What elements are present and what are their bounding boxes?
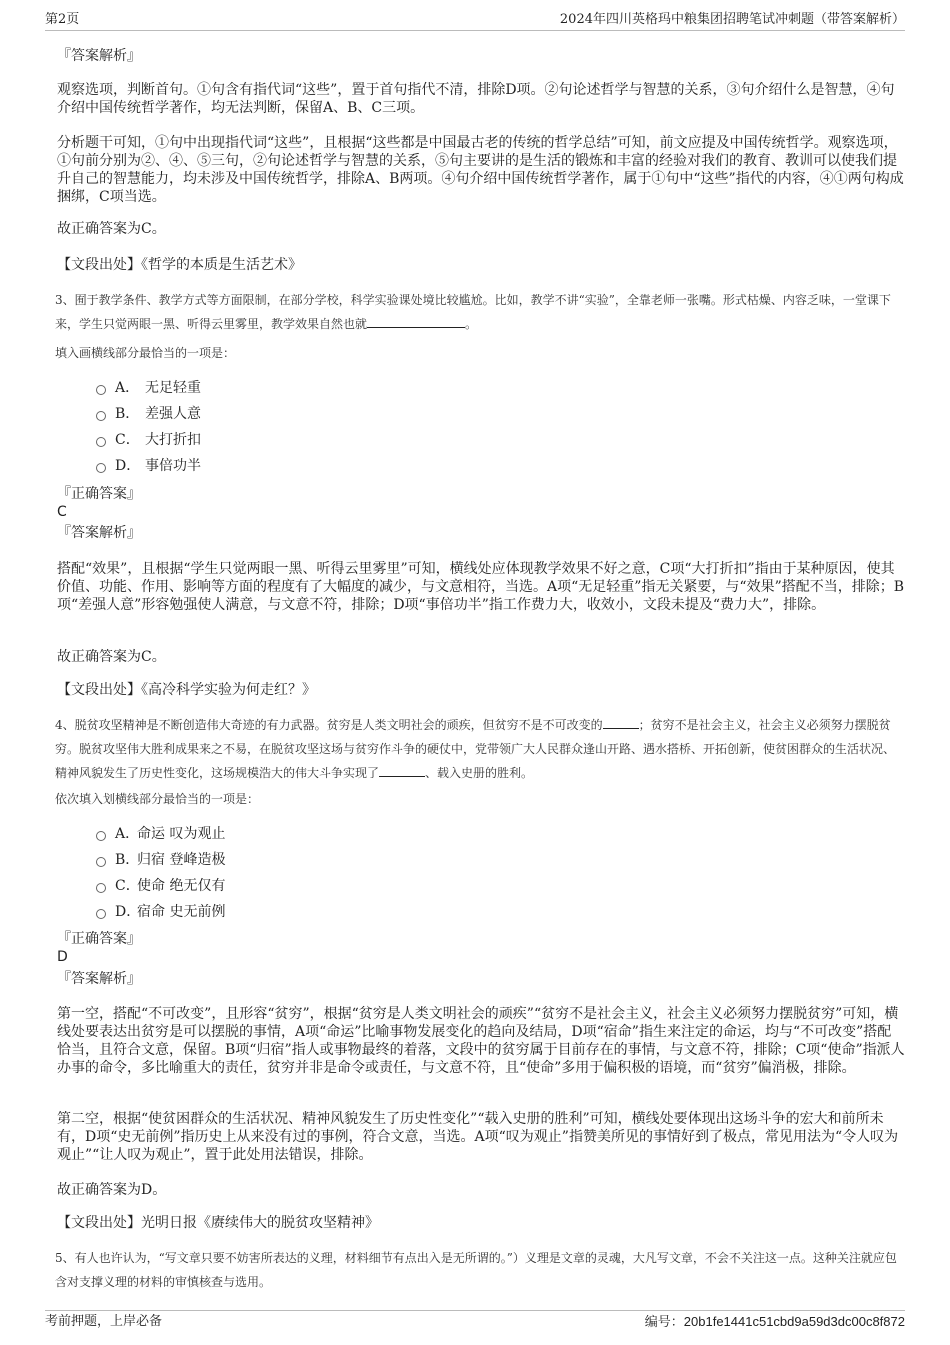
option-d[interactable]: D． 宿命 史无前例 xyxy=(96,903,225,921)
analysis-label: 『答案解析』 xyxy=(57,971,141,987)
analysis-paragraph: 观察选项，判断首句。①句含有指代词“这些”，置于首句指代不清，排除D项。②句论述哲学与智慧的关系，③句介绍什么是智慧，④句介绍中国传统哲学著作，均无法判断，保留A、B、C三项。 xyxy=(57,82,895,116)
analysis-paragraph: 第一空，搭配“不可改变”，且形容“贫穷”，根据“贫穷是人类文明社会的顽疾”“贫穷不是社会主义，社会主义必须努力摆脱贫穷”可知，横线处要表达出贫穷是可以摆脱的事情，A项“命运”比喻事物发展变化的趋向及结局，D项“宿命”指生来注定的命运，均与“不可改变”搭配恰当，且符合文意，保留。B项“归宿”指人或事物最终的着落，文段中的贫穷属于目前存在的事情，与文意不符，排除；C项“使命”指派人办事的命令，多比喻重大的责任，贫穷并非是命令或责任，与文意不符，且“使命”多用于偏积极的语境，而“贫穷”偏消极，排除。 xyxy=(57,1006,905,1076)
analysis-label: 『答案解析』 xyxy=(57,525,141,541)
conclusion: 故正确答案为D。 xyxy=(57,1182,167,1198)
option-b[interactable]: B． 归宿 登峰造极 xyxy=(96,851,225,869)
option-c[interactable]: C． 使命 绝无仅有 xyxy=(96,877,225,895)
question-stem: 3、囿于教学条件、教学方式等方面限制，在部分学校，科学实验课处境比较尴尬。比如，教学不讲“实验”，全靠老师一张嘴。形式枯燥、内容乏味，一堂课下来，学生只觉两眼一黑、听得云里雾里，教学效果自然也就 。 xyxy=(55,293,891,331)
radio-icon[interactable] xyxy=(96,831,106,841)
document-code: 编号：20b1fe1441c51cbd9a59d3dc00c8f872 xyxy=(644,1314,905,1329)
option-d[interactable]: D． 事倍功半 xyxy=(96,457,201,475)
radio-icon[interactable] xyxy=(96,883,106,893)
correct-answer: D xyxy=(57,949,68,965)
page-footer xyxy=(45,1310,905,1331)
question-stem: 5、有人也许认为，“写文章只要不妨害所表达的义理，材料细节有点出入是无所谓的。”）义理是文章的灵魂，大凡写文章，不会不关注这一点。这种关注就应包含对支撑义理的材料的审慎核查与选用。 xyxy=(55,1251,897,1289)
option-b[interactable]: B． 差强人意 xyxy=(96,405,201,423)
answer-blank xyxy=(379,764,425,777)
conclusion: 故正确答案为C。 xyxy=(57,221,166,237)
correct-answer-label: 『正确答案』 xyxy=(57,486,141,502)
radio-icon[interactable] xyxy=(96,411,106,421)
option-a[interactable]: A． 命运 叹为观止 xyxy=(96,825,225,843)
answer-blank xyxy=(367,315,465,328)
radio-icon[interactable] xyxy=(96,385,106,395)
page-header xyxy=(45,12,905,31)
radio-icon[interactable] xyxy=(96,857,106,867)
correct-answer: C xyxy=(57,504,67,520)
option-a[interactable]: A． 无足轻重 xyxy=(96,379,201,397)
page-number: 第2页 xyxy=(45,12,80,27)
radio-icon[interactable] xyxy=(96,909,106,919)
source-citation: 【文段出处】《哲学的本质是生活艺术》 xyxy=(57,257,302,273)
correct-answer-label: 『正确答案』 xyxy=(57,931,141,947)
option-c[interactable]: C． 大打折扣 xyxy=(96,431,201,449)
conclusion: 故正确答案为C。 xyxy=(57,649,166,665)
radio-icon[interactable] xyxy=(96,463,106,473)
radio-icon[interactable] xyxy=(96,437,106,447)
question-instruction: 依次填入划横线部分最恰当的一项是： xyxy=(55,792,260,806)
analysis-label: 『答案解析』 xyxy=(57,48,141,64)
analysis-paragraph: 第二空，根据“使贫困群众的生活状况、精神风貌发生了历史性变化”“载入史册的胜利”可知，横线处要体现出这场斗争的宏大和前所未有，D项“史无前例”指历史上从来没有过的事例，符合文意，当选。A项“叹为观止”指赞美所见的事情好到了极点，常见用法为“令人叹为观止”“让人叹为观止”，置于此处用法错误，排除。 xyxy=(57,1111,899,1163)
question-stem: 4、脱贫攻坚精神是不断创造伟大奇迹的有力武器。贫穷是人类文明社会的顽疾，但贫穷不是不可改变的 ；贫穷不是社会主义，社会主义必须努力摆脱贫穷。脱贫攻坚伟大胜利成果来之不易，在脱贫攻坚这场与贫穷作斗争的硬仗中，党带领广大人民群众逢山开路、遇水搭桥、开拓创新，使贫困群众的生活状况、精神风貌发生了历史性变化，这场规模浩大的伟大斗争实现了 、载入史册的胜利。 xyxy=(55,718,896,780)
footer-slogan: 考前押题，上岸必备 xyxy=(45,1314,163,1329)
analysis-paragraph: 分析题干可知，①句中出现指代词“这些”，且根据“这些都是中国最古老的传统的哲学总结”可知，前文应提及中国传统哲学。观察选项，①句前分别为②、④、⑤三句，②句论述哲学与智慧的关系，⑤句主要讲的是生活的锻炼和丰富的经验对我们的教育、教训可以使我们提升自己的智慧能力，均未涉及中国传统哲学，排除A、B两项。④句介绍中国传统哲学著作，属于①句中“这些”指代的内容，④①两句构成捆绑，C项当选。 xyxy=(57,135,904,205)
source-citation: 【文段出处】光明日报《赓续伟大的脱贫攻坚精神》 xyxy=(57,1215,379,1231)
source-citation: 【文段出处】《高冷科学实验为何走红？》 xyxy=(57,682,316,698)
question-instruction: 填入画横线部分最恰当的一项是： xyxy=(55,346,236,360)
document-title: 2024年四川英格玛中粮集团招聘笔试冲刺题（带答案解析） xyxy=(559,12,905,27)
answer-blank xyxy=(603,716,639,729)
analysis-paragraph: 搭配“效果”，且根据“学生只觉两眼一黑、听得云里雾里”可知，横线处应体现教学效果不好之意，C项“大打折扣”指由于某种原因，使其价值、功能、作用、影响等方面的程度有了大幅度的减少，与文意相符，当选。A项“无足轻重”指无关紧要，与“效果”搭配不当，排除；B项“差强人意”形容勉强使人满意，与文意不符，排除；D项“事倍功半”指工作费力大，收效小，文段未提及“费力大”，排除。 xyxy=(57,561,905,613)
